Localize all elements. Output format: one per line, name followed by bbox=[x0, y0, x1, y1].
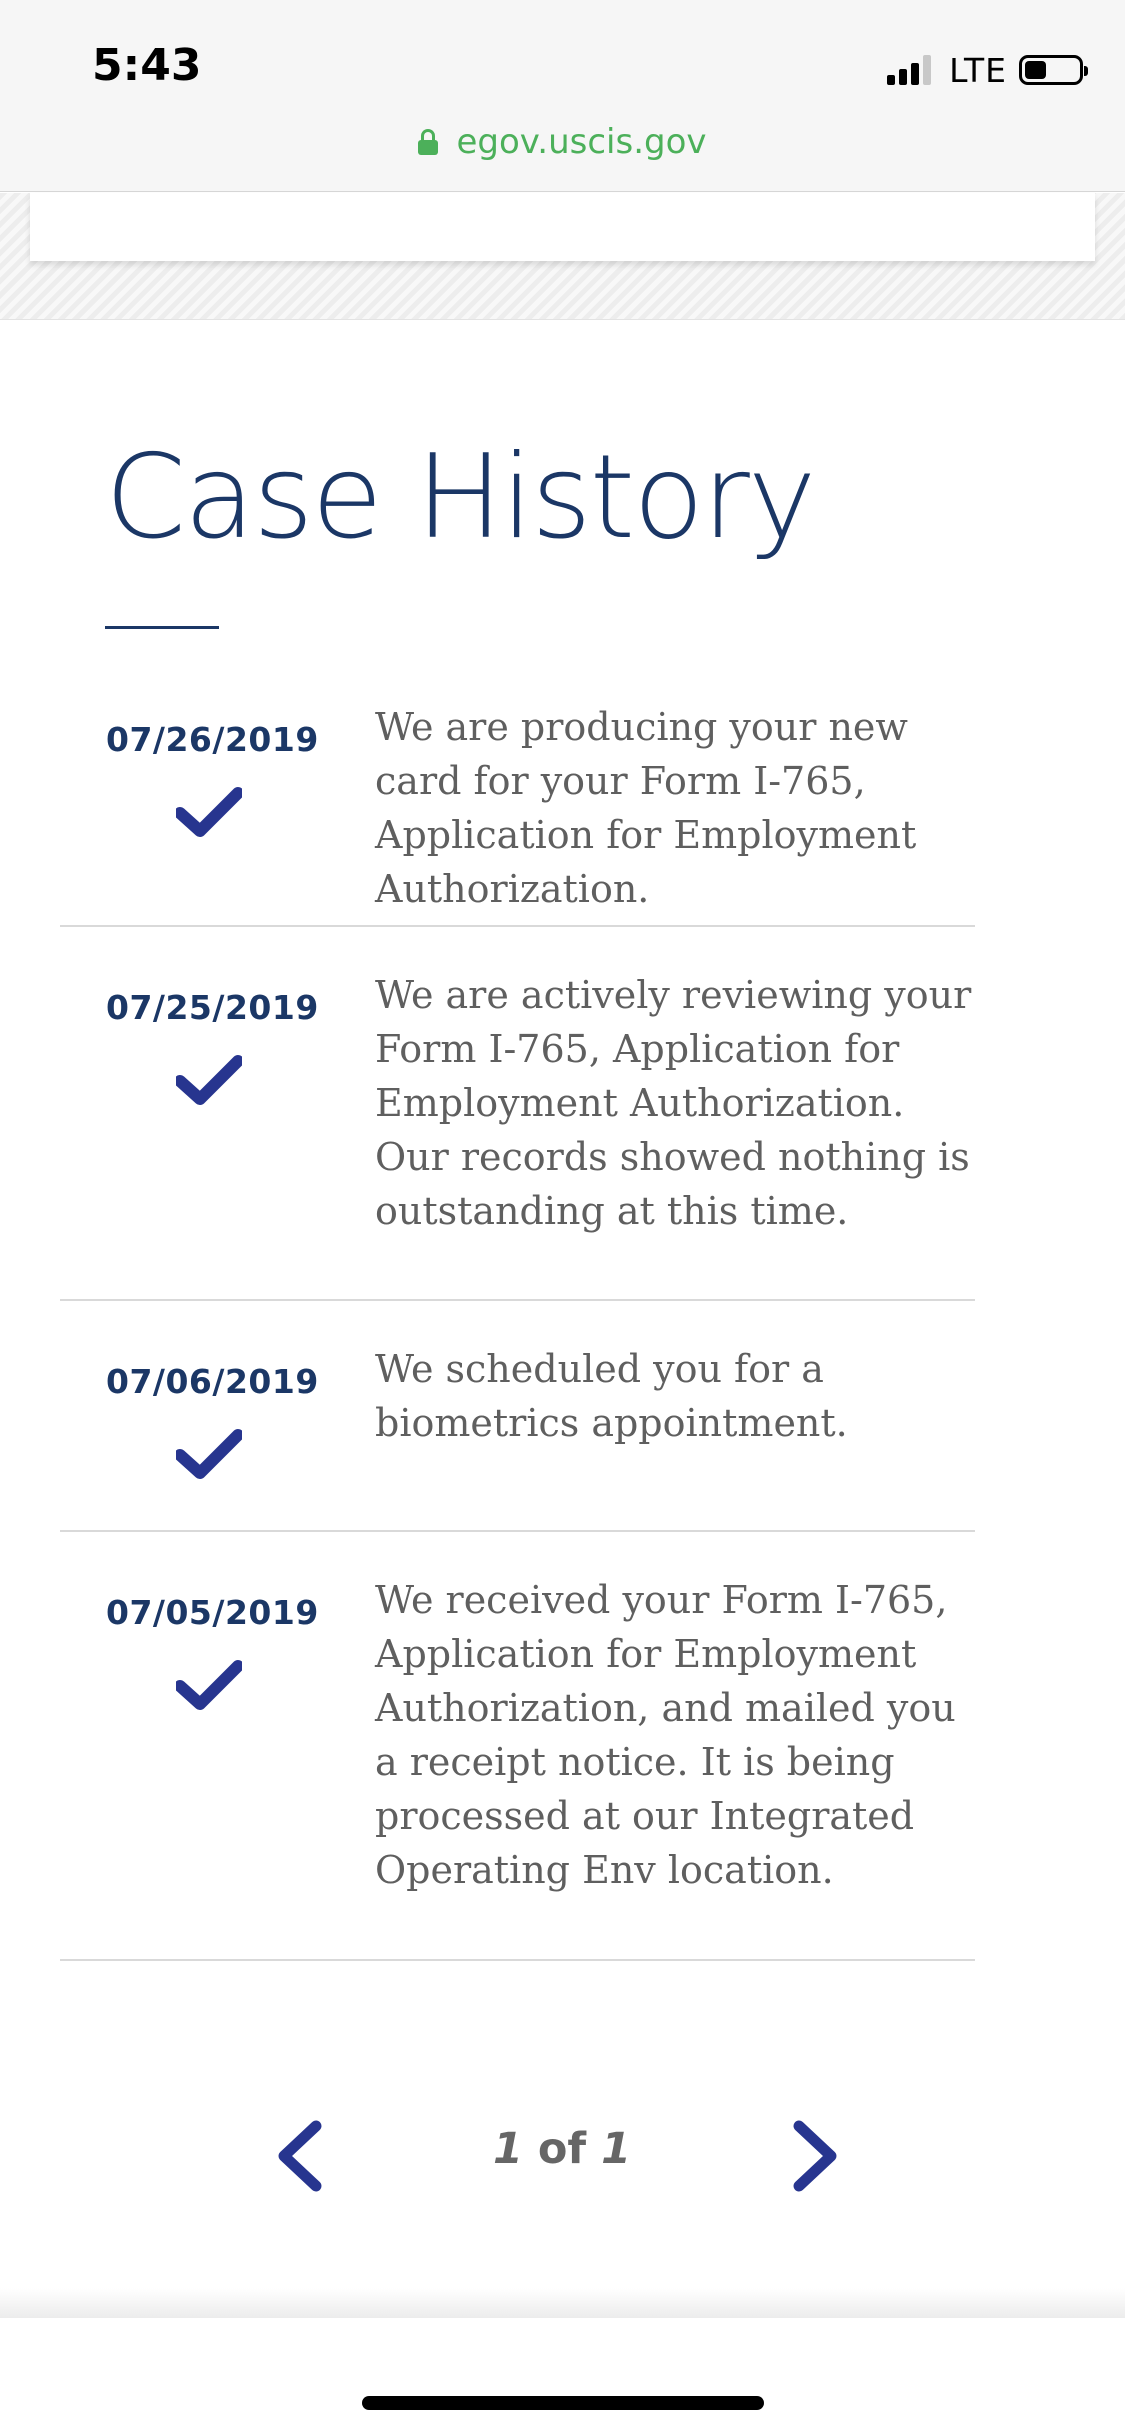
check-icon bbox=[176, 1427, 242, 1479]
bottom-toolbar bbox=[0, 2318, 1125, 2436]
page-separator: of bbox=[537, 2124, 587, 2174]
lock-icon bbox=[418, 129, 438, 155]
url-text: egov.uscis.gov bbox=[456, 122, 707, 162]
battery-icon bbox=[1019, 55, 1083, 85]
entry-description: We are actively reviewing your Form I-765, Application for Employment Authorization. Our records showed nothing is outstanding at this time. bbox=[375, 973, 972, 1233]
home-indicator[interactable] bbox=[362, 2396, 764, 2410]
bottom-fade bbox=[0, 2288, 1125, 2318]
entry-date: 07/26/2019 bbox=[106, 720, 319, 759]
check-icon bbox=[176, 1658, 242, 1710]
chevron-right-icon[interactable] bbox=[785, 2118, 845, 2194]
entry-date: 07/06/2019 bbox=[106, 1362, 319, 1401]
chevron-left-icon[interactable] bbox=[270, 2118, 330, 2194]
address-bar[interactable] bbox=[0, 118, 1125, 166]
entry-description: We received your Form I-765, Application for Employment Authorization, and mailed you a receipt notice. It is being processed at our Integrated Operating Env location. bbox=[375, 1578, 956, 1892]
browser-top-bar bbox=[0, 0, 1125, 192]
check-icon bbox=[176, 785, 242, 837]
status-time: 5:43 bbox=[92, 40, 202, 91]
network-type: LTE bbox=[949, 50, 1007, 90]
history-entry bbox=[60, 1342, 975, 1532]
page-current: 1 bbox=[492, 2124, 523, 2174]
check-icon bbox=[176, 1053, 242, 1105]
signal-icon bbox=[887, 55, 935, 85]
status-indicators bbox=[887, 50, 1083, 90]
history-entry bbox=[60, 1573, 975, 1961]
history-entry bbox=[60, 968, 975, 1301]
title-underline bbox=[105, 626, 219, 629]
history-entry bbox=[60, 700, 975, 927]
entry-date: 07/25/2019 bbox=[106, 988, 319, 1027]
page-total: 1 bbox=[601, 2124, 632, 2174]
page-header-band bbox=[0, 193, 1125, 320]
entry-description: We scheduled you for a biometrics appointment. bbox=[375, 1347, 848, 1445]
entry-description: We are producing your new card for your Form I-765, Application for Employment Authorization. bbox=[375, 705, 917, 911]
pagination-status bbox=[462, 2124, 662, 2174]
entry-date: 07/05/2019 bbox=[106, 1593, 319, 1632]
header-card bbox=[30, 193, 1095, 261]
page-title: Case History bbox=[105, 430, 815, 565]
